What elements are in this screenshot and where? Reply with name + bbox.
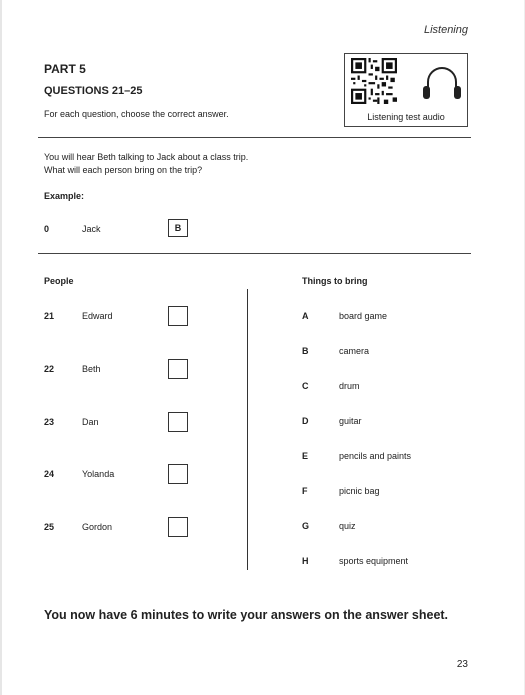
person-name: Yolanda [82, 469, 115, 479]
scenario-line-1: You will hear Beth talking to Jack about a class trip. [44, 152, 249, 162]
example-name: Jack [82, 224, 101, 234]
option-text: quiz [339, 521, 356, 531]
person-name: Beth [82, 364, 101, 374]
person-name: Edward [82, 311, 113, 321]
option-text: picnic bag [339, 486, 380, 496]
option-text: sports equipment [339, 556, 409, 566]
answer-box-23[interactable] [168, 412, 188, 432]
example-number: 0 [44, 224, 50, 234]
option-text: pencils and paints [339, 451, 412, 461]
column-divider [247, 289, 248, 570]
audio-label: Listening test audio [367, 112, 445, 122]
questions-title: QUESTIONS 21–25 [44, 85, 143, 97]
scenario-line-2: What will each person bring on the trip? [44, 165, 203, 175]
person-name: Gordon [82, 522, 113, 532]
option-letter: C [302, 381, 309, 391]
question-number: 25 [44, 522, 55, 532]
option-text: camera [339, 346, 370, 356]
answer-box-24[interactable] [168, 464, 188, 484]
question-number: 23 [44, 417, 55, 427]
person-name: Dan [82, 417, 99, 427]
option-letter: D [302, 416, 309, 426]
question-number: 21 [44, 311, 55, 321]
qr-code-icon[interactable] [351, 58, 397, 104]
option-letter: F [302, 486, 308, 496]
option-letter: A [302, 311, 309, 321]
part-title: PART 5 [44, 62, 86, 76]
question-number: 24 [44, 469, 55, 479]
answer-box-25[interactable] [168, 517, 188, 537]
option-text: board game [339, 311, 388, 321]
people-heading: People [44, 276, 74, 286]
option-text: drum [339, 381, 360, 391]
option-letter: E [302, 451, 309, 461]
option-letter: B [302, 346, 309, 356]
answer-box-21[interactable] [168, 306, 188, 326]
section-header: Listening [423, 24, 468, 36]
question-number: 22 [44, 364, 55, 374]
instructions: For each question, choose the correct answer. [44, 109, 229, 119]
example-title: Example: [44, 191, 85, 201]
headphones-icon[interactable] [419, 64, 465, 102]
footer-note: You now have 6 minutes to write your answers on the answer sheet. [44, 608, 449, 622]
things-heading: Things to bring [302, 276, 368, 286]
answer-box-22[interactable] [168, 359, 188, 379]
divider-rule [38, 137, 471, 138]
page-number: 23 [456, 659, 468, 670]
audio-box[interactable] [344, 53, 468, 127]
option-letter: G [302, 521, 310, 531]
option-letter: H [302, 556, 309, 566]
example-answer-box: B [168, 219, 188, 237]
option-text: guitar [339, 416, 362, 426]
divider-rule [38, 253, 471, 254]
